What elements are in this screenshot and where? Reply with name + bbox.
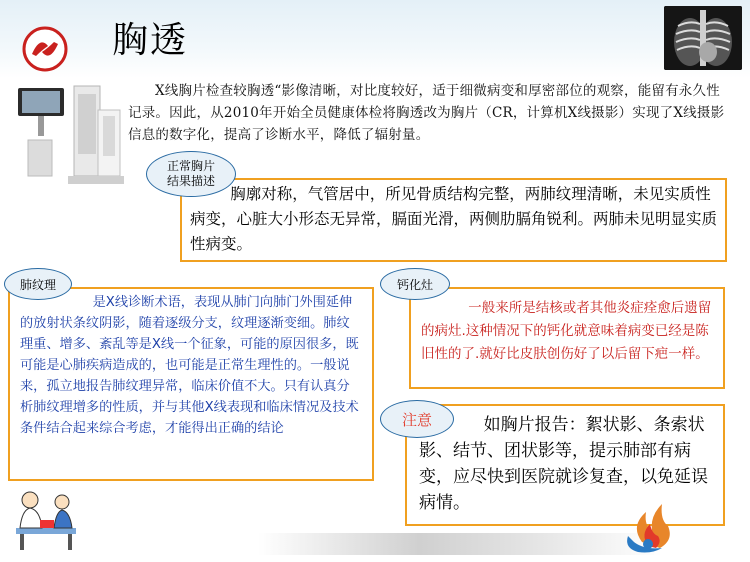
xray-machine-image bbox=[8, 80, 126, 192]
calcification-box bbox=[409, 287, 725, 389]
lung-markings-text: 是X线诊断术语，表现从肺门向肺门外围延伸的放射状条纹阴影，随着逐级分支，纹理逐渐变细。肺纹理重、增多、紊乱等是X线一个征象，可能的原因很多，既可能是心肺疾病造成的，也可能是正常生理性的。一般说来，孤立地报告肺纹理异常，临床价值不大。只有认真分析肺纹理增多的性质，并与其他X线表现和临床情况及技术条件结合起来综合考虑，才能得出正确的结论 bbox=[20, 295, 359, 436]
lung-markings-box bbox=[8, 287, 374, 481]
normal-tag-line1: 正常胸片 bbox=[166, 159, 215, 173]
chest-xray-image bbox=[664, 6, 742, 70]
intro-paragraph: X线胸片检查较胸透“影像清晰，对比度较好，适于细微病变和厚密部位的观察，能留有永久性记录。因此，从2010年开始全员健康体检将胸透改为胸片（CR，计算机X线摄影）实现了X线摄影信息的数字化，提高了诊断水平，降低了辐射量。 bbox=[128, 83, 725, 143]
lung-markings-tag: 肺纹理 bbox=[4, 268, 72, 300]
normal-result-box bbox=[180, 178, 727, 262]
brand-logo-icon bbox=[22, 26, 68, 72]
normal-result-text: 胸廓对称，气管居中，所见骨质结构完整，两肺纹理清晰，未见实质性病变，心脏大小形态无异常，膈面光滑，两侧肋膈角锐利。两肺未见明显实质性病变。 bbox=[190, 185, 718, 253]
calcification-text: 一般来所是结核或者其他炎症痊愈后遗留的病灶.这种情况下的钙化就意味着病变已经是陈旧性的了.就好比皮肤创伤好了以后留下疤一样。 bbox=[421, 300, 712, 362]
calcification-tag: 钙化灶 bbox=[380, 268, 450, 300]
normal-result-tag bbox=[146, 151, 236, 197]
flame-logo-icon bbox=[622, 486, 682, 556]
note-tag: 注意 bbox=[380, 400, 454, 438]
doctor-patient-illustration bbox=[10, 484, 88, 552]
page-title: 胸透 bbox=[112, 20, 189, 61]
footer-bar bbox=[258, 533, 662, 555]
note-text: 如胸片报告：絮状影、条索状影、结节、团状影等，提示肺部有病变，应尽快到医院就诊复查，以免延误病情。 bbox=[419, 415, 708, 513]
normal-tag-line2: 结果描述 bbox=[166, 174, 215, 188]
